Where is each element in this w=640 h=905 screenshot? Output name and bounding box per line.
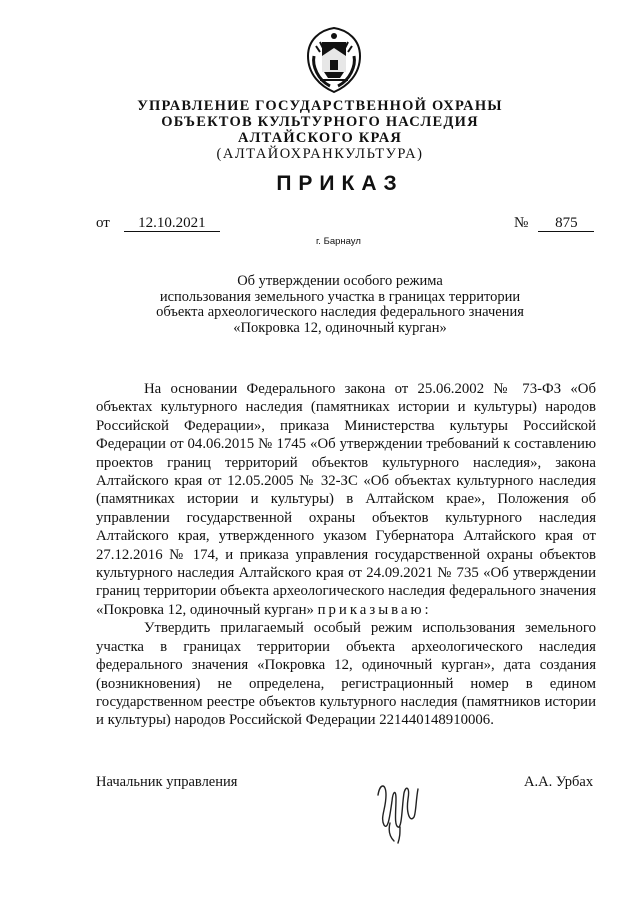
order-date-row <box>96 215 220 232</box>
subject-line: объекта археологического наследия федерального значения <box>156 304 524 321</box>
altai-coat-of-arms-icon <box>300 26 368 94</box>
order-date: 12.10.2021 <box>124 215 220 232</box>
preamble-text: На основании Федерального закона от 25.06.2002 № 73-ФЗ «Об объектах культурного наследия (памятниках истории и культуры) народов Российской Федерации», приказа Министерства культуры Российской Федерации от 04.06.2015 № 1745 «Об утверждении требований к составлению проектов границ территорий объектов культурного наследия», закона Алтайского края от 12.05.2005 № 32-ЗС «Об объектах культурного наследия (памятниках истории и культуры) в Алтайском крае», Положения об управлении государственной охраны объектов культурного наследия Алтайского края, утвержденного указом Губернатора Алтайского края от 27.12.2016 № 174, и приказа управления государственной охраны объектов культурного наследия Алтайского края от 24.09.2021 № 735 «Об утверждении границ территории объекта археологического наследия федерального значения «Покровка 12, одиночный курган» <box>96 381 596 618</box>
subject-line: Об утверждении особого режима <box>237 273 443 289</box>
preamble-paragraph <box>96 380 596 619</box>
signatory-position: Начальник управления <box>96 774 238 790</box>
org-name-line-3: АЛТАЙСКОГО КРАЯ <box>237 130 403 146</box>
org-name-line-1: УПРАВЛЕНИЕ ГОСУДАРСТВЕННОЙ ОХРАНЫ <box>137 98 503 114</box>
resolution-paragraph: Утвердить прилагаемый особый режим использования земельного участка в границах территории объекта археологического наследия федерального значения «Покровка 12, одиночный курган», дата создания (возникновения) не определена, регистрационный номер в едином государственном реестре объектов культурного наследия (памятников истории и культуры) народов Российской Федерации 221440148910006. <box>96 620 596 729</box>
order-number: 875 <box>538 215 594 232</box>
order-body <box>96 380 596 730</box>
org-short-name: (АЛТАЙОХРАНКУЛЬТУРА) <box>216 146 424 162</box>
document-title: ПРИКАЗ <box>276 172 404 195</box>
org-name-line-2: ОБЪЕКТОВ КУЛЬТУРНОГО НАСЛЕДИЯ <box>161 114 479 130</box>
order-action-word: приказываю: <box>317 601 432 618</box>
subject-line: «Покровка 12, одиночный курган» <box>233 319 447 336</box>
order-number-row <box>514 215 594 232</box>
handwritten-signature-icon <box>370 765 430 845</box>
date-prefix: от <box>96 215 110 231</box>
number-prefix: № <box>514 215 529 231</box>
subject-line: использования земельного участка в границах территории <box>159 288 521 305</box>
signatory-name: А.А. Урбах <box>524 774 594 790</box>
order-subject <box>120 274 560 336</box>
city-name: г. Барнаул <box>316 236 361 247</box>
